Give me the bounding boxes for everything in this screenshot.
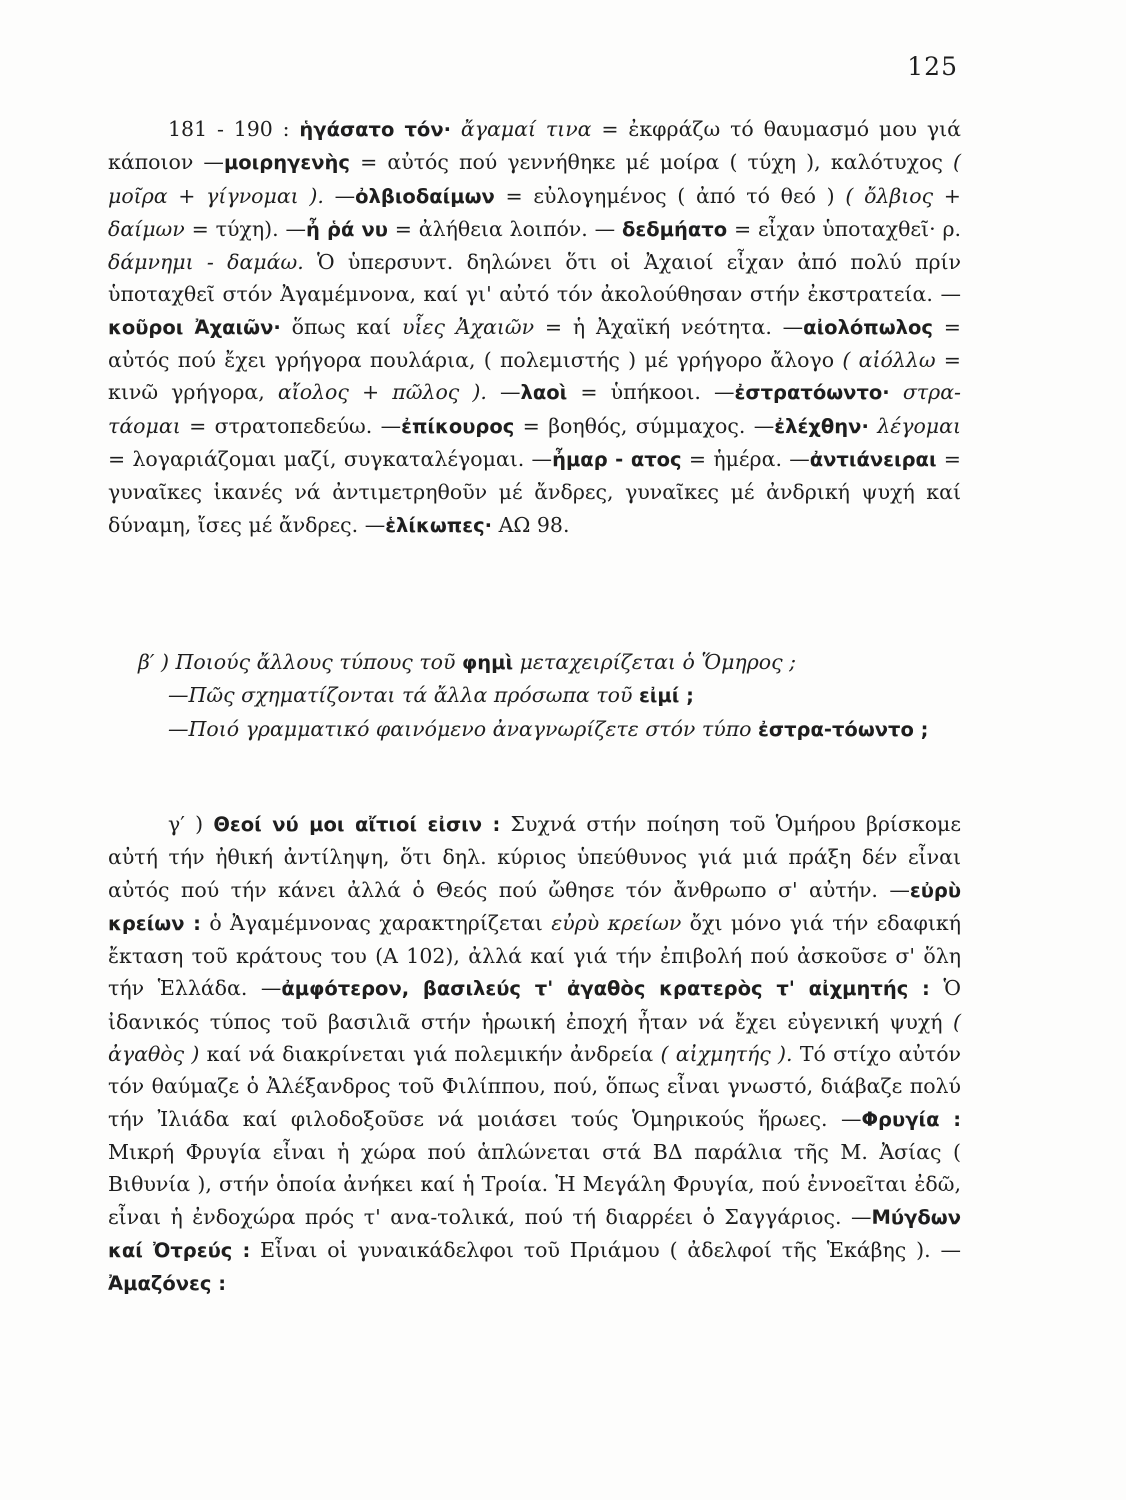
text-run: Ὁ ὑπερσυντ. δηλώνει ὅτι οἱ Ἀχαιοί εἶχαν ἀπό πολύ πρίν ὑποταχθεῖ στόν Ἀγαμέμνονα, καί γι' αὐτό τόν ἀκολούθησαν στήν ἐκστρατεία. — xyxy=(108,250,961,307)
lemma: μοιρηγενὴς xyxy=(223,151,350,175)
text-run: Μικρή Φρυγία εἶναι ἡ χώρα πού ἁπλώνεται στά ΒΔ παράλια τῆς Μ. Ἀσίας ( Βιθυνία ), στήν ὁποία ἀνήκει καί ἡ Τροία. Ἡ Μεγάλη Φρυγία, πού ἐννοεῖται ἐδῶ, εἶναι ἡ ἐνδοχώρα πρός τ' ανα-τολικά, πού τή διαρρέει ὁ Σαγγάριος. — xyxy=(108,1139,961,1229)
lemma: ἐλέχθην· xyxy=(774,414,869,438)
lemma: Μύγδων καί Ὀτρεύς : xyxy=(108,1205,961,1262)
text-run: Συχνά στήν ποίηση τοῦ Ὁμήρου βρίσκομε αὐτή τήν ἠθική ἀντίληψη, ὅτι δηλ. κύριος ὑπεύθυνος γιά μιά πράξη δέν εἶναι αὐτός πού τήν κάνει ἀλλά ὁ Θεός πού ὤθησε τόν ἄνθρωπο σ' αὐτήν. — xyxy=(108,812,962,902)
question-line xyxy=(108,679,961,712)
lemma: εἰμί ; xyxy=(638,684,694,708)
text-run: ὄχι μόνο γιά τήν εδαφική ἔκταση τοῦ κράτους του (Α 102), ἀλλά καί γιά τήν ἐπιβολή πού ἀσκοῦσε σ' ὅλη τήν Ἑλλάδα. — xyxy=(108,910,961,1001)
text-run: — xyxy=(323,183,356,208)
text-run: = βοηθός, σύμμαχος. — xyxy=(514,413,775,438)
text-run: = στρατοπεδεύω. — xyxy=(180,413,402,438)
lemma: ἀμφότερον, βασιλεύς τ' ἀγαθὸς κρατερὸς τ' αἰχμητής : xyxy=(281,977,930,1001)
text-run: = αὐτός πού ἔχει γρήγορα πουλάρια, ( πολεμιστής ) μέ γρήγορο ἄλογο xyxy=(108,314,961,373)
text-run: Εἶναι οἱ γυναικάδελφοι τοῦ Πριάμου ( ἀδελφοί τῆς Ἑκάβης ). — xyxy=(250,1237,961,1262)
page-number: 125 xyxy=(907,52,958,81)
italic-form: δάμνημι - δαμάω. xyxy=(108,250,304,275)
lemma: ἐστρατόωντο· xyxy=(734,381,890,405)
question-text: —Πῶς σχηματίζονται τά ἄλλα πρόσωπα τοῦ xyxy=(168,683,639,708)
italic-form: αἴολος + πῶλος ). xyxy=(277,380,487,405)
italic-form: ( αἰόλλω xyxy=(842,348,936,373)
text-run: = αὐτός πού γεννήθηκε μέ μοίρα ( τύχη ), καλότυχος xyxy=(349,150,953,175)
text-run: ΑΩ 98. xyxy=(492,512,570,537)
text-run xyxy=(869,414,877,438)
text-run: = ὑπήκοοι. — xyxy=(567,380,735,405)
question-line xyxy=(108,713,961,746)
lemma: ἑλίκωπες· xyxy=(385,513,493,537)
italic-form: στρα-τάομαι xyxy=(108,380,961,438)
lemma: κοῦροι Ἀχαιῶν· xyxy=(108,315,281,339)
lemma: ἐπίκουρος xyxy=(401,414,515,438)
lemma: δεδμήατο xyxy=(621,217,728,241)
lemma: ἦ ῥά νυ xyxy=(305,217,388,241)
italic-form: λέγομαι xyxy=(877,413,961,438)
italic-form: υἷες Ἀχαιῶν xyxy=(401,314,535,339)
section-label: γ′ ) xyxy=(168,812,214,836)
question-text: —Ποιό γραμματικό φαινόμενο ἀναγνωρίζετε στόν τύπο xyxy=(168,716,759,741)
text-run: = ἡ Ἀχαϊκή νεότητα. — xyxy=(534,314,804,339)
text-run: = ἐκφράζω τό θαυμασμό μου γιά κάποιον — xyxy=(108,117,961,175)
lemma: ἡγάσατο τόν· xyxy=(299,118,452,141)
text-run xyxy=(890,380,903,404)
commentary-paragraph-181-190 xyxy=(108,113,961,542)
lemma: ἀντιάνειραι xyxy=(809,447,937,471)
question-text: β′ ) Ποιούς ἄλλους τύπους τοῦ xyxy=(138,650,462,674)
question-text: μεταχειρίζεται ὁ Ὅμηρος ; xyxy=(513,650,797,674)
italic-form: εὐρὺ κρείων xyxy=(551,910,682,935)
text-run: — xyxy=(486,380,521,405)
text-run: καί νά διακρίνεται γιά πολεμικήν ἀνδρεία xyxy=(199,1042,661,1067)
italic-form: ( αἰχμητής ). xyxy=(660,1042,793,1067)
lemma: Φρυγία : xyxy=(861,1107,961,1131)
text-run: = ἀλήθεια λοιπόν. — xyxy=(387,216,622,241)
question-line xyxy=(108,646,961,679)
commentary-paragraph-gamma xyxy=(108,808,961,1300)
lemma: ἐστρα-τόωντο ; xyxy=(758,717,929,741)
lemma: λαοὶ xyxy=(520,381,568,405)
paragraph-text xyxy=(108,808,961,1300)
text-run: = κινῶ γρήγορα, xyxy=(108,348,961,405)
text-run: = εἶχαν ὑποταχθεῖ· ρ. xyxy=(727,216,962,241)
lemma: φημὶ xyxy=(461,651,514,674)
lemma: αἰολόπωλος xyxy=(803,315,933,339)
italic-form: ἄγαμαί τινα xyxy=(460,117,592,141)
italic-form: ( μοῖρα + γίγνομαι ). xyxy=(108,150,961,208)
text-run: = γυναῖκες ἱκανές νά ἀντιμετρηθοῦν μέ ἄνδρες, γυναῖκες μέ ἀνδρική ψυχή καί δύναμη, ἴσες μέ ἄνδρες. — xyxy=(108,446,961,537)
lemma: Ἀμαζόνες : xyxy=(108,1272,227,1296)
text-run: = ἡμέρα. — xyxy=(681,446,810,471)
italic-form: ( ἀγαθὸς ) xyxy=(108,1009,961,1067)
text-run: Τό στίχο αὐτόν τόν θαύμαζε ὁ Ἀλέξανδρος τοῦ Φιλίππου, πού, ὅπως εἶναι γνωστό, διάβαζε πολύ τήν Ἰλιάδα καί φιλοδοξοῦσε νά μοιάσει τούς Ὁμηρικούς ἥρωες. — xyxy=(108,1042,962,1131)
text-run xyxy=(451,117,461,141)
text-run: ὅπως καί xyxy=(280,314,402,339)
text-run: = τύχη). — xyxy=(184,216,306,241)
lemma: ὀλβιοδαίμων xyxy=(355,184,495,208)
paragraph-text xyxy=(108,113,961,542)
questions-block xyxy=(108,646,961,746)
text-run: = λογαριάζομαι μαζί, συγκαταλέγομαι. — xyxy=(108,446,553,471)
text-run: ὁ Ἀγαμέμνονας χαρακτηρίζεται xyxy=(200,910,552,935)
italic-form: ( ὄλβιος + δαίμων xyxy=(108,183,961,241)
text-run: = εὐλογημένος ( ἀπό τό θεό ) xyxy=(494,183,846,208)
lemma: ἦμαρ - ατος xyxy=(552,447,682,471)
lemma: Θεοί νύ μοι αἴτιοί εἰσιν : xyxy=(213,813,501,836)
lemma: εὐρὺ κρείων : xyxy=(108,878,961,935)
text-run: Ὁ ἰδανικός τύπος τοῦ βασιλιᾶ στήν ἡρωική ἐποχή ἦταν νά ἔχει εὐγενική ψυχή xyxy=(108,976,961,1034)
line-ref: 181 - 190 : xyxy=(168,117,300,141)
